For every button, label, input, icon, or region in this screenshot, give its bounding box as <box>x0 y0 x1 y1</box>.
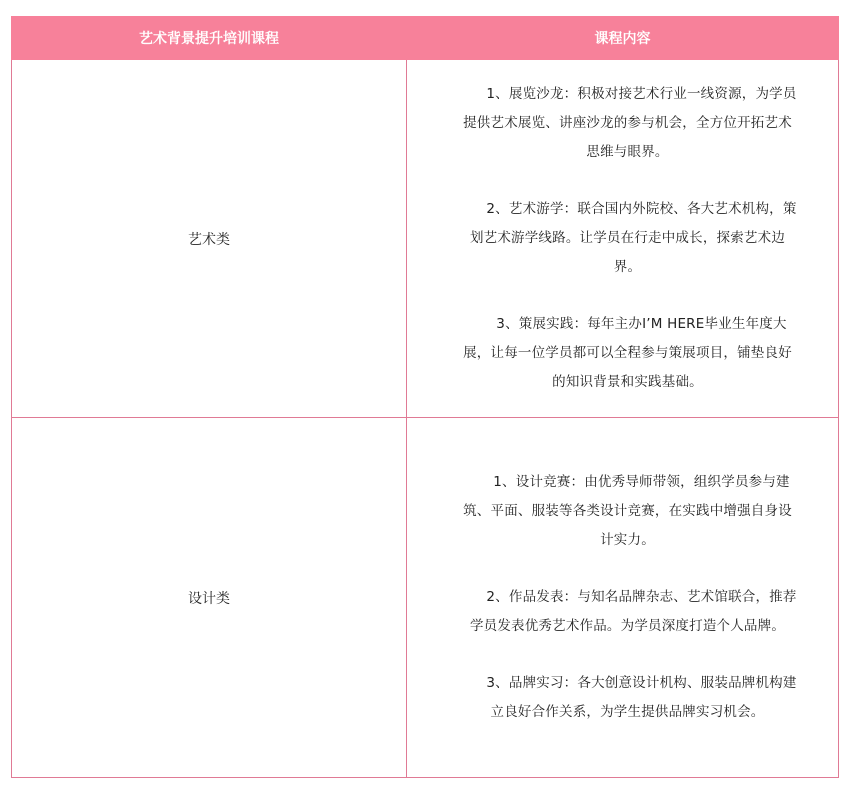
content-cell <box>407 418 839 778</box>
header-course-content: 课程内容 <box>407 17 839 60</box>
content-cell <box>407 60 839 418</box>
content-item: 1、设计竞赛：由优秀导师带领，组织学员参与建筑、平面、服装等各类设计竞赛，在实践中增强自身设计实力。 <box>463 474 792 548</box>
content-item: 1、展览沙龙：积极对接艺术行业一线资源，为学员提供艺术展览、讲座沙龙的参与机会，全方位开拓艺术思维与眼界。 <box>463 86 797 160</box>
content-item: 2、作品发表：与知名品牌杂志、艺术馆联合，推荐学员发表优秀艺术作品。为学员深度打造个人品牌。 <box>469 589 797 634</box>
table-row <box>12 418 839 778</box>
course-table <box>11 16 839 778</box>
header-course-name: 艺术背景提升培训课程 <box>12 17 407 60</box>
content-item: 3、品牌实习：各大创意设计机构、服装品牌机构建立良好合作关系，为学生提供品牌实习机会。 <box>486 675 797 720</box>
category-label: 设计类 <box>188 590 230 607</box>
category-cell <box>12 60 407 418</box>
table-row <box>12 60 839 418</box>
content-item: 3、策展实践：每年主办I’M HERE毕业生年度大展，让每一位学员都可以全程参与策展项目，铺垫良好的知识背景和实践基础。 <box>463 316 792 390</box>
category-label: 艺术类 <box>188 231 230 248</box>
category-cell <box>12 418 407 778</box>
table-header-row <box>12 17 839 60</box>
content-item: 2、艺术游学：联合国内外院校、各大艺术机构，策划艺术游学线路。让学员在行走中成长，探索艺术边界。 <box>469 201 797 275</box>
